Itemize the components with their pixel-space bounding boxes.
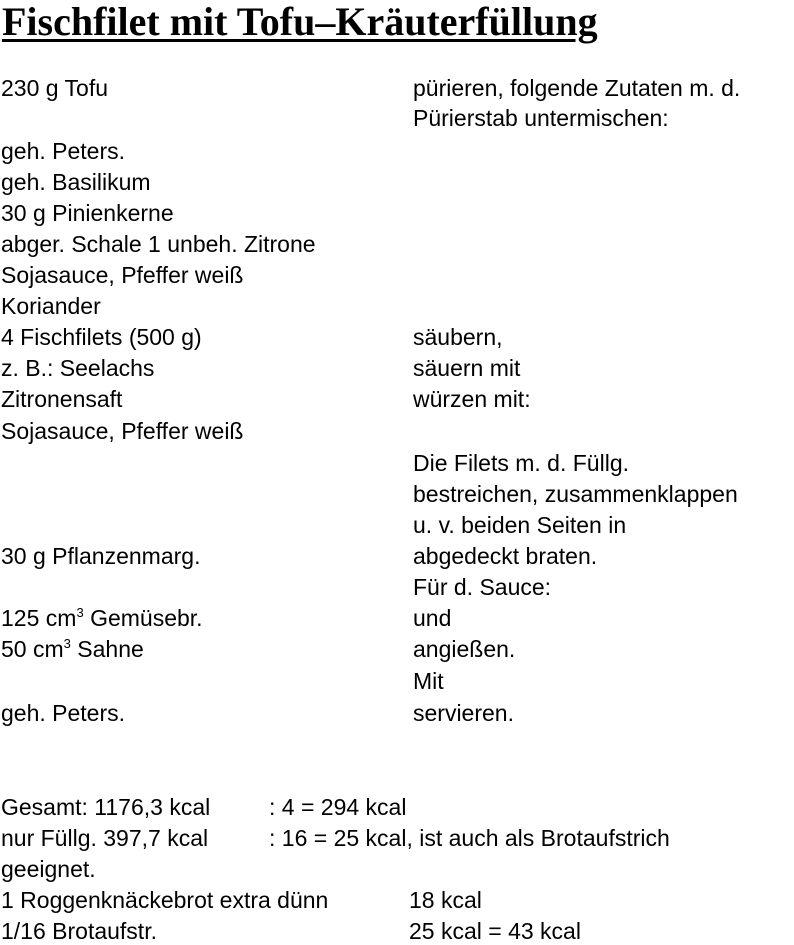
nutrition-bread-label: 1 Roggenknäckebrot extra dünn [1, 887, 329, 913]
unit-exponent: 3 [63, 636, 71, 651]
ingredient-broth-amount: 125 cm [1, 605, 77, 631]
ingredient-cream-name: Sahne [77, 636, 144, 662]
step-with: Mit [413, 668, 444, 694]
nutrition-filling-calc: : 16 = 25 kcal, ist auch als Brotaufstrich [269, 825, 670, 851]
nutrition-filling-note: geeignet. [1, 856, 96, 882]
ingredient-margarine: 30 g Pflanzenmarg. [1, 543, 201, 569]
step-fill: Die Filets m. d. Füllg. [413, 450, 629, 476]
ingredient-tofu: 230 g Tofu [1, 75, 109, 101]
ingredient-parsley-2: geh. Peters. [1, 700, 126, 726]
step-and: und [413, 605, 452, 631]
step-acidify: säuern mit [413, 355, 521, 381]
nutrition-spread-kcal: 25 kcal = 43 kcal [409, 918, 581, 944]
ingredient-pollock: z. B.: Seelachs [1, 355, 155, 381]
step-puree-2: Pürierstab untermischen: [413, 105, 669, 131]
step-clean: säubern, [413, 324, 503, 350]
nutrition-filling-label: nur Füllg. 397,7 kcal [1, 825, 209, 851]
unit-exponent: 3 [76, 605, 84, 620]
step-fry: abgedeckt braten. [413, 543, 598, 569]
ingredient-parsley: geh. Peters. [1, 138, 126, 164]
ingredient-basil: geh. Basilikum [1, 169, 151, 195]
nutrition-total-label: Gesamt: 1176,3 kcal [1, 794, 211, 820]
ingredient-cream [1, 635, 144, 663]
step-pour: angießen. [413, 636, 516, 662]
ingredient-lemon-zest: abger. Schale 1 unbeh. Zitrone [1, 231, 316, 257]
step-both-sides: u. v. beiden Seiten in [413, 512, 627, 538]
step-sauce-heading: Für d. Sauce: [413, 574, 552, 600]
step-serve: servieren. [413, 700, 514, 726]
nutrition-spread-label: 1/16 Brotaufstr. [1, 918, 157, 944]
step-puree: pürieren, folgende Zutaten m. d. [413, 75, 741, 101]
ingredient-coriander: Koriander [1, 293, 101, 319]
ingredient-broth-name: Gemüsebr. [90, 605, 203, 631]
ingredient-lemon-juice: Zitronensaft [1, 386, 123, 412]
ingredient-vegetable-broth [1, 604, 203, 632]
nutrition-bread-kcal: 18 kcal [409, 887, 482, 913]
recipe-title: Fischfilet mit Tofu–Kräuterfüllung [2, 0, 598, 44]
step-season: würzen mit: [413, 386, 531, 412]
ingredient-soy-pepper: Sojasauce, Pfeffer weiß [1, 262, 244, 288]
ingredient-pine-nuts: 30 g Pinienkerne [1, 200, 174, 226]
ingredient-soy-pepper-2: Sojasauce, Pfeffer weiß [1, 418, 244, 444]
ingredient-fish-fillets: 4 Fischfilets (500 g) [1, 324, 202, 350]
step-fold: bestreichen, zusammenklappen [413, 481, 738, 507]
ingredient-cream-amount: 50 cm [1, 636, 64, 662]
nutrition-total-calc: : 4 = 294 kcal [269, 794, 407, 820]
